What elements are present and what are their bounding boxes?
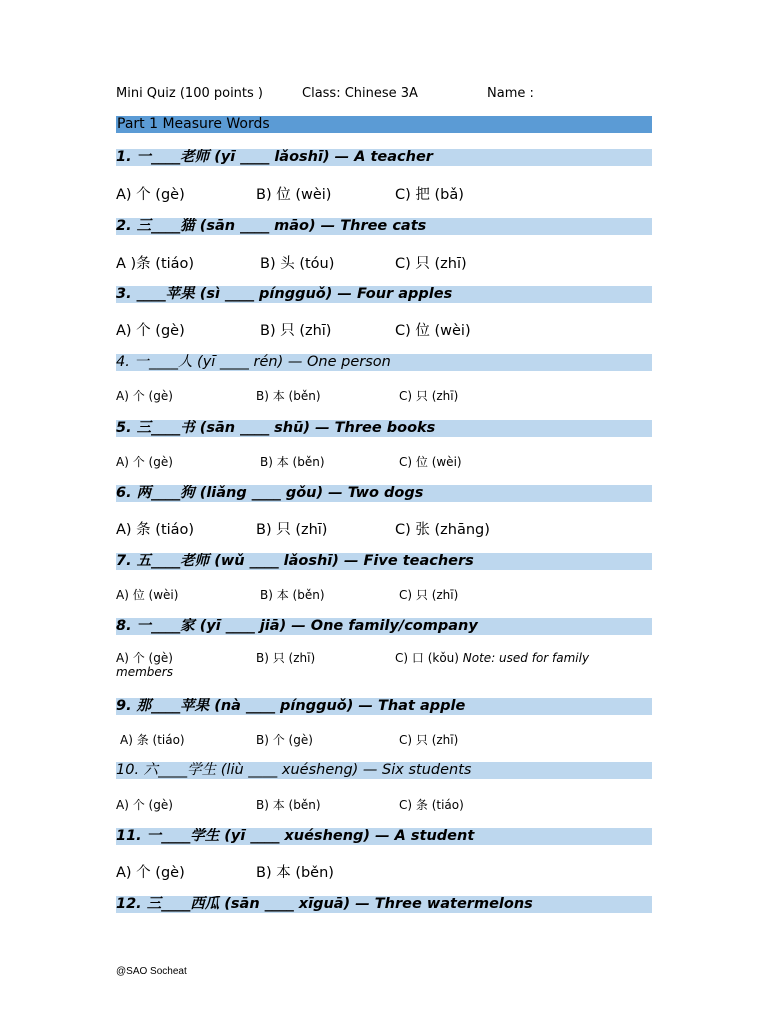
question-9: 9. 那____苹果 (nà ____ píngguǒ) — That apple xyxy=(116,698,652,715)
q1-option-a[interactable]: A) 个 (gè) xyxy=(116,187,185,203)
part-title-bar xyxy=(116,116,652,133)
q4-option-b[interactable]: B) 本 (běn) xyxy=(256,389,321,403)
question-4: 4. 一____人 (yī ____ rén) — One person xyxy=(116,354,652,371)
q10-option-c[interactable]: C) 条 (tiáo) xyxy=(399,798,464,812)
q6-option-c[interactable]: C) 张 (zhāng) xyxy=(395,522,490,538)
q5-option-c[interactable]: C) 位 (wèi) xyxy=(399,455,462,469)
question-3: 3. ____苹果 (sì ____ píngguǒ) — Four apples xyxy=(116,286,652,303)
question-6: 6. 两____狗 (liǎng ____ gǒu) — Two dogs xyxy=(116,485,652,502)
class-label: Class: Chinese 3A xyxy=(302,86,418,101)
question-10: 10. 六____学生 (liù ____ xuésheng) — Six students xyxy=(116,762,652,779)
q1-option-b[interactable]: B) 位 (wèi) xyxy=(256,187,332,203)
q10-option-b[interactable]: B) 本 (běn) xyxy=(256,798,321,812)
part-title: Part 1 Measure Words xyxy=(117,116,270,132)
q8-option-a[interactable]: A) 个 (gè) xyxy=(116,651,173,665)
q7-option-c[interactable]: C) 只 (zhī) xyxy=(399,588,459,602)
q3-option-b[interactable]: B) 只 (zhī) xyxy=(260,323,332,339)
question-5: 5. 三____书 (sān ____ shū) — Three books xyxy=(116,420,652,437)
q7-option-b[interactable]: B) 本 (běn) xyxy=(260,588,325,602)
question-11: 11. 一____学生 (yī ____ xuésheng) — A student xyxy=(116,828,652,845)
q3-option-c[interactable]: C) 位 (wèi) xyxy=(395,323,471,339)
question-12: 12. 三____西瓜 (sān ____ xīguā) — Three watermelons xyxy=(116,896,652,913)
q8-option-b[interactable]: B) 只 (zhī) xyxy=(256,651,316,665)
q4-option-c[interactable]: C) 只 (zhī) xyxy=(399,389,459,403)
q9-option-a[interactable]: A) 条 (tiáo) xyxy=(120,733,185,747)
q8-note-continued: members xyxy=(116,665,173,679)
q8-note: Note: used for family xyxy=(462,651,590,665)
question-2: 2. 三____猫 (sān ____ māo) — Three cats xyxy=(116,218,652,235)
q11-option-b[interactable]: B) 本 (běn) xyxy=(256,865,334,881)
q7-option-a[interactable]: A) 位 (wèi) xyxy=(116,588,179,602)
q8-option-c-wrap xyxy=(395,651,589,665)
q8-option-c[interactable]: C) 口 (kǒu) xyxy=(395,651,459,665)
question-7: 7. 五____老师 (wǔ ____ lǎoshī) — Five teachers xyxy=(116,553,652,570)
q11-option-a[interactable]: A) 个 (gè) xyxy=(116,865,185,881)
q6-option-a[interactable]: A) 条 (tiáo) xyxy=(116,522,195,538)
quiz-title: Mini Quiz (100 points ) xyxy=(116,86,263,101)
q9-option-c[interactable]: C) 只 (zhī) xyxy=(399,733,459,747)
q1-option-c[interactable]: C) 把 (bǎ) xyxy=(395,187,464,203)
q9-option-b[interactable]: B) 个 (gè) xyxy=(256,733,313,747)
question-8: 8. 一____家 (yī ____ jiā) — One family/company xyxy=(116,618,652,635)
q5-option-a[interactable]: A) 个 (gè) xyxy=(116,455,173,469)
q5-option-b[interactable]: B) 本 (běn) xyxy=(260,455,325,469)
footer-credit: @SAO Socheat xyxy=(116,966,187,977)
q2-option-c[interactable]: C) 只 (zhī) xyxy=(395,256,467,272)
q2-option-a[interactable]: A )条 (tiáo) xyxy=(116,256,195,272)
q10-option-a[interactable]: A) 个 (gè) xyxy=(116,798,173,812)
name-label: Name : xyxy=(487,86,534,101)
q6-option-b[interactable]: B) 只 (zhī) xyxy=(256,522,328,538)
q3-option-a[interactable]: A) 个 (gè) xyxy=(116,323,185,339)
q4-option-a[interactable]: A) 个 (gè) xyxy=(116,389,173,403)
q2-option-b[interactable]: B) 头 (tóu) xyxy=(260,256,335,272)
question-1: 1. 一____老师 (yī ____ lǎoshī) — A teacher xyxy=(116,149,652,166)
